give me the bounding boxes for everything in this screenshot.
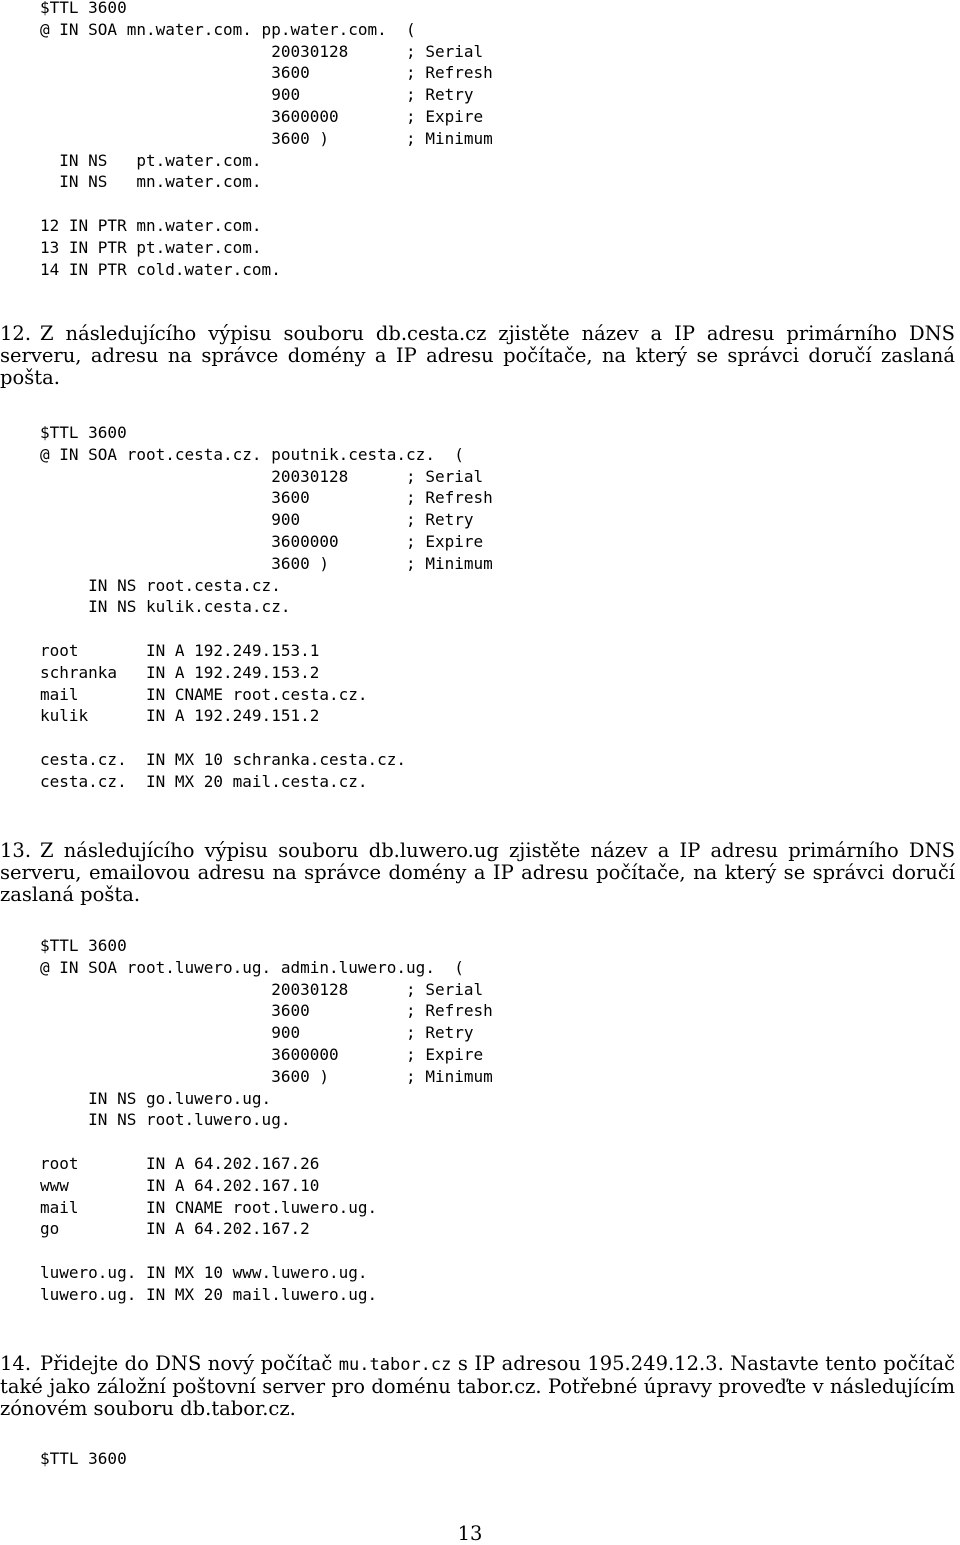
code-line: @ IN SOA root.luwero.ug. admin.luwero.ug. ( — [40, 957, 464, 977]
code-line: schranka IN A 192.249.153.2 — [40, 662, 320, 682]
code-line: IN NS kulik.cesta.cz. — [40, 597, 291, 617]
hostname-code: mu.tabor.cz — [338, 1355, 452, 1375]
code-line: go IN A 64.202.167.2 — [40, 1219, 310, 1239]
code-line: $TTL 3600 — [40, 423, 127, 442]
zone-file-tabor-cz — [40, 1448, 127, 1470]
task-12-paragraph — [0, 323, 955, 389]
code-line: 20030128 ; Serial — [40, 41, 484, 61]
task-number: 12. — [0, 322, 32, 345]
code-line: 20030128 ; Serial — [40, 466, 484, 486]
code-line: 13 IN PTR pt.water.com. — [40, 237, 262, 257]
code-line: 3600 ) ; Minimum — [40, 553, 493, 573]
task-number: 14. — [0, 1352, 32, 1375]
code-line: 3600000 ; Expire — [40, 106, 484, 126]
code-line: $TTL 3600 — [40, 1449, 127, 1468]
code-line: 3600 ; Refresh — [40, 488, 493, 508]
task-text-end: s IP adresou 195.249.12.3. Nastavte tento počítač také jako záložní poštovní server pro doménu tabor.cz. Potřebné úpravy proveďte v následujícím zónovém souboru db.tabor.cz. — [0, 1352, 955, 1420]
code-line: luwero.ug. IN MX 10 www.luwero.ug. — [40, 1262, 368, 1282]
code-line: root IN A 192.249.153.1 — [40, 640, 320, 660]
task-number: 13. — [0, 839, 32, 862]
zone-file-luwero-ug — [40, 935, 493, 1306]
code-line: @ IN SOA root.cesta.cz. poutnik.cesta.cz. ( — [40, 444, 464, 464]
code-line: 3600 ) ; Minimum — [40, 1066, 493, 1086]
code-line: 12 IN PTR mn.water.com. — [40, 215, 262, 235]
code-line: IN NS mn.water.com. — [40, 172, 262, 192]
task-13-paragraph — [0, 840, 955, 906]
task-text: Z následujícího výpisu souboru db.cesta.cz zjistěte název a IP adresu primárního DNS serveru, adresu na správce domény a IP adresu počítače, na který se správci doručí zaslaná pošta. — [0, 322, 955, 389]
code-line: $TTL 3600 — [40, 0, 127, 17]
code-line: IN NS pt.water.com. — [40, 150, 262, 170]
code-line: kulik IN A 192.249.151.2 — [40, 706, 320, 726]
code-line: 14 IN PTR cold.water.com. — [40, 259, 281, 279]
task-14-paragraph — [0, 1353, 955, 1420]
code-line: mail IN CNAME root.luwero.ug. — [40, 1197, 378, 1217]
zone-file-water-com — [40, 0, 493, 280]
code-line: cesta.cz. IN MX 10 schranka.cesta.cz. — [40, 749, 407, 769]
code-line: 3600 ) ; Minimum — [40, 128, 493, 148]
code-line: IN NS root.luwero.ug. — [40, 1110, 291, 1130]
code-line: root IN A 64.202.167.26 — [40, 1153, 320, 1173]
code-line: luwero.ug. IN MX 20 mail.luwero.ug. — [40, 1284, 378, 1304]
code-line: mail IN CNAME root.cesta.cz. — [40, 684, 368, 704]
page-number: 13 — [457, 1522, 483, 1545]
task-text-start: Přidejte do DNS nový počítač — [40, 1352, 339, 1375]
code-line: 3600 ; Refresh — [40, 1001, 493, 1021]
code-line: 900 ; Retry — [40, 85, 474, 105]
code-line: IN NS root.cesta.cz. — [40, 575, 281, 595]
code-line: cesta.cz. IN MX 20 mail.cesta.cz. — [40, 771, 368, 791]
code-line: @ IN SOA mn.water.com. pp.water.com. ( — [40, 19, 416, 39]
code-line: 3600 ; Refresh — [40, 63, 493, 83]
zone-file-cesta-cz — [40, 422, 493, 793]
task-text: Z následujícího výpisu souboru db.luwero.ug zjistěte název a IP adresu primárního DNS serveru, emailovou adresu na správce domény a IP adresu počítače, na který se správci doručí zaslaná pošta. — [0, 839, 955, 906]
code-line: $TTL 3600 — [40, 936, 127, 955]
code-line: 20030128 ; Serial — [40, 979, 484, 999]
code-line: www IN A 64.202.167.10 — [40, 1175, 320, 1195]
code-line: 3600000 ; Expire — [40, 1044, 484, 1064]
code-line: 900 ; Retry — [40, 1023, 474, 1043]
code-line: 900 ; Retry — [40, 510, 474, 530]
code-line: 3600000 ; Expire — [40, 531, 484, 551]
code-line: IN NS go.luwero.ug. — [40, 1088, 272, 1108]
